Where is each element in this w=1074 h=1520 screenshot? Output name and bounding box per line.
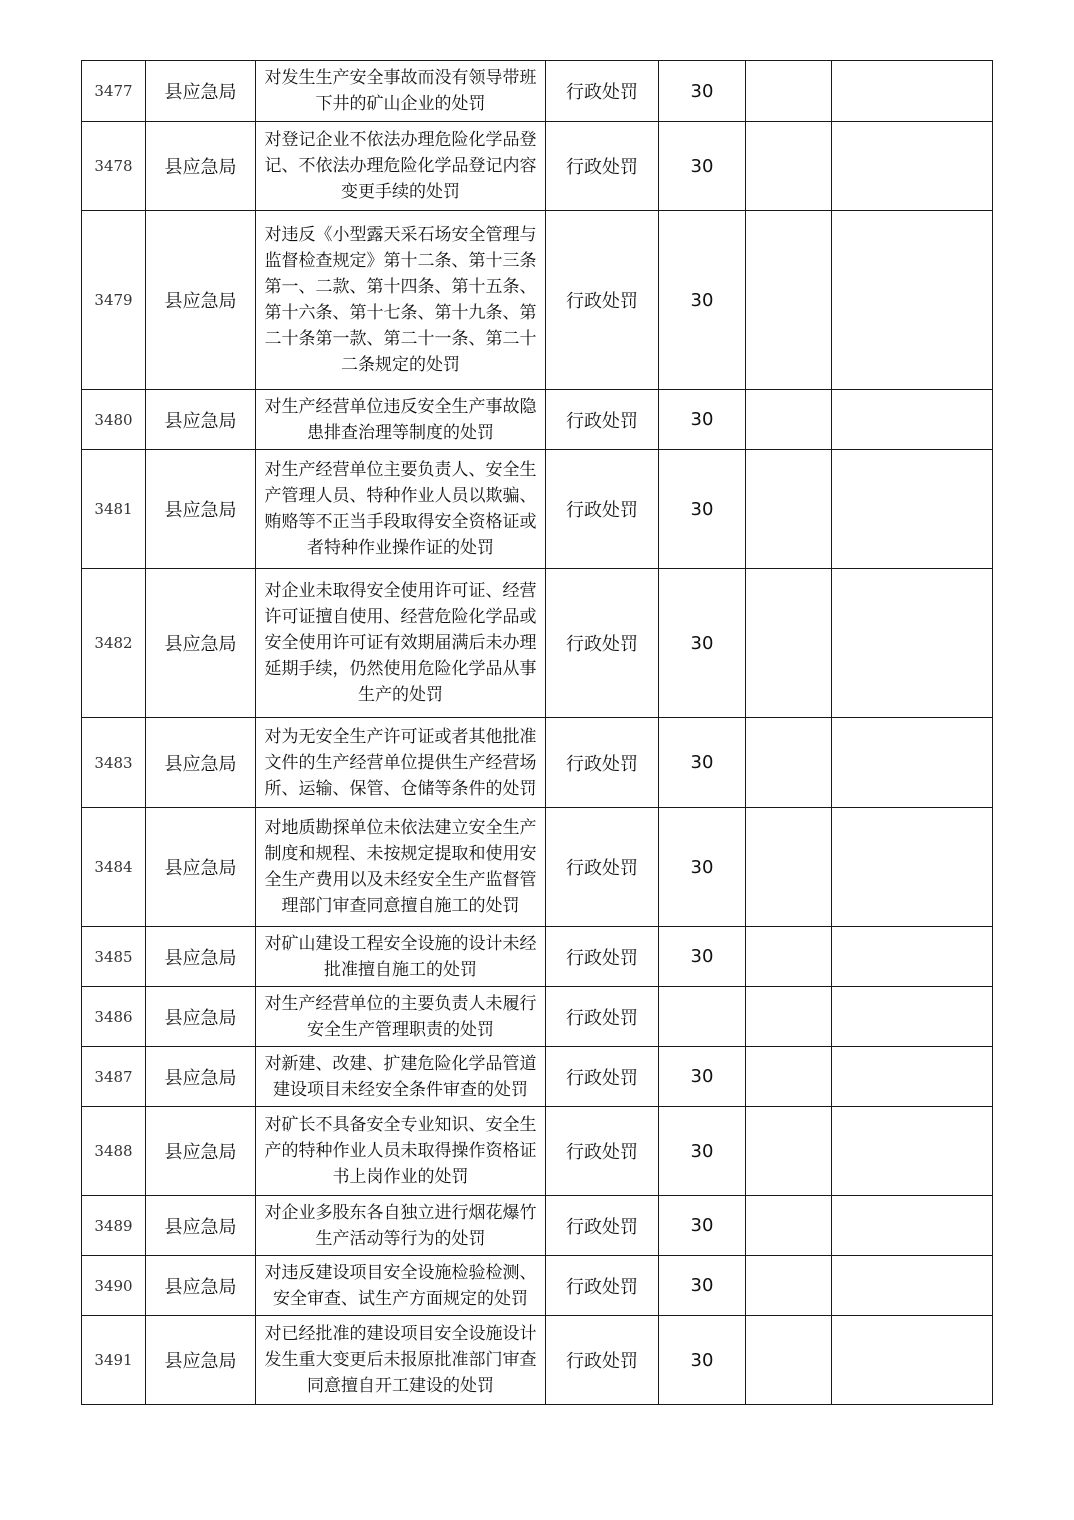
table-row: [82, 927, 993, 987]
time-limit: 30: [659, 927, 746, 987]
department: 县应急局: [146, 1107, 256, 1196]
department: 县应急局: [146, 61, 256, 122]
blank-cell: [832, 61, 993, 122]
blank-cell: [832, 390, 993, 450]
time-limit: 30: [659, 122, 746, 211]
description-cell: [256, 927, 546, 987]
blank-cell: [746, 718, 832, 808]
department: 县应急局: [146, 122, 256, 211]
description-cell: [256, 808, 546, 927]
blank-cell: [746, 450, 832, 569]
action-type: 行政处罚: [546, 1316, 659, 1405]
item-description: 对矿长不具备安全专业知识、安全生产的特种作业人员未取得操作资格证书上岗作业的处罚: [264, 1115, 537, 1187]
table-row: [82, 987, 993, 1047]
blank-cell: [832, 987, 993, 1047]
blank-cell: [832, 1107, 993, 1196]
item-number: 3489: [82, 1196, 146, 1256]
blank-cell: [746, 211, 832, 390]
action-type: 行政处罚: [546, 718, 659, 808]
description-cell: [256, 569, 546, 718]
action-type: 行政处罚: [546, 927, 659, 987]
table-row: [82, 450, 993, 569]
blank-cell: [746, 61, 832, 122]
time-limit: 30: [659, 1196, 746, 1256]
action-type: 行政处罚: [546, 450, 659, 569]
time-limit: 30: [659, 61, 746, 122]
description-cell: [256, 211, 546, 390]
action-type: 行政处罚: [546, 1107, 659, 1196]
department: 县应急局: [146, 808, 256, 927]
blank-cell: [746, 1196, 832, 1256]
document-table: [81, 60, 993, 1405]
action-type: 行政处罚: [546, 808, 659, 927]
table-row: [82, 1196, 993, 1256]
blank-cell: [832, 569, 993, 718]
description-cell: [256, 390, 546, 450]
blank-cell: [832, 450, 993, 569]
item-number: 3487: [82, 1047, 146, 1107]
time-limit: 30: [659, 1256, 746, 1316]
description-cell: [256, 1196, 546, 1256]
department: 县应急局: [146, 718, 256, 808]
item-description: 对生产经营单位主要负责人、安全生产管理人员、特种作业人员以欺骗、贿赂等不正当手段取得安全资格证或者特种作业操作证的处罚: [264, 460, 537, 558]
blank-cell: [746, 1316, 832, 1405]
description-cell: [256, 122, 546, 211]
description-cell: [256, 450, 546, 569]
table-row: [82, 390, 993, 450]
table-row: [82, 1316, 993, 1405]
blank-cell: [832, 1256, 993, 1316]
item-number: 3486: [82, 987, 146, 1047]
department: 县应急局: [146, 211, 256, 390]
action-type: 行政处罚: [546, 211, 659, 390]
item-description: 对为无安全生产许可证或者其他批准文件的生产经营单位提供生产经营场所、运输、保管、仓储等条件的处罚: [264, 726, 537, 799]
table-row: [82, 61, 993, 122]
blank-cell: [746, 390, 832, 450]
table-row: [82, 808, 993, 927]
table-body: [82, 61, 993, 1405]
item-description: 对登记企业不依法办理危险化学品登记、不依法办理危险化学品登记内容变更手续的处罚: [264, 130, 537, 202]
item-description: 对违反建设项目安全设施检验检测、安全审查、试生产方面规定的处罚: [264, 1262, 537, 1309]
action-type: 行政处罚: [546, 122, 659, 211]
item-number: 3483: [82, 718, 146, 808]
table-row: [82, 1256, 993, 1316]
time-limit: [659, 987, 746, 1047]
blank-cell: [832, 927, 993, 987]
action-type: 行政处罚: [546, 1047, 659, 1107]
department: 县应急局: [146, 987, 256, 1047]
department: 县应急局: [146, 1047, 256, 1107]
item-description: 对违反《小型露天采石场安全管理与监督检查规定》第十二条、第十三条第一、二款、第十四条、第十五条、第十六条、第十七条、第十九条、第二十条第一款、第二十一条、第二十二条规定的处罚: [264, 225, 537, 375]
blank-cell: [746, 808, 832, 927]
item-description: 对已经批准的建设项目安全设施设计发生重大变更后未报原批准部门审查同意擅自开工建设的处罚: [264, 1324, 537, 1396]
time-limit: 30: [659, 1107, 746, 1196]
time-limit: 30: [659, 569, 746, 718]
table-row: [82, 1107, 993, 1196]
blank-cell: [746, 569, 832, 718]
blank-cell: [832, 808, 993, 927]
description-cell: [256, 1316, 546, 1405]
action-type: 行政处罚: [546, 390, 659, 450]
description-cell: [256, 987, 546, 1047]
action-type: 行政处罚: [546, 987, 659, 1047]
description-cell: [256, 61, 546, 122]
item-description: 对发生生产安全事故而没有领导带班下井的矿山企业的处罚: [264, 68, 537, 114]
description-cell: [256, 718, 546, 808]
department: 县应急局: [146, 927, 256, 987]
blank-cell: [832, 211, 993, 390]
description-cell: [256, 1256, 546, 1316]
action-type: 行政处罚: [546, 61, 659, 122]
blank-cell: [746, 987, 832, 1047]
item-number: 3478: [82, 122, 146, 211]
item-number: 3491: [82, 1316, 146, 1405]
item-description: 对地质勘探单位未依法建立安全生产制度和规程、未按规定提取和使用安全生产费用以及未经安全生产监督管理部门审查同意擅自施工的处罚: [264, 818, 537, 916]
department: 县应急局: [146, 450, 256, 569]
action-type: 行政处罚: [546, 569, 659, 718]
time-limit: 30: [659, 1316, 746, 1405]
blank-cell: [746, 927, 832, 987]
time-limit: 30: [659, 390, 746, 450]
department: 县应急局: [146, 1316, 256, 1405]
item-description: 对生产经营单位的主要负责人未履行安全生产管理职责的处罚: [264, 993, 537, 1040]
table-row: [82, 569, 993, 718]
blank-cell: [832, 1196, 993, 1256]
item-description: 对矿山建设工程安全设施的设计未经批准擅自施工的处罚: [264, 933, 537, 980]
table-row: [82, 1047, 993, 1107]
item-description: 对企业多股东各自独立进行烟花爆竹生产活动等行为的处罚: [264, 1202, 537, 1249]
item-number: 3480: [82, 390, 146, 450]
time-limit: 30: [659, 718, 746, 808]
item-number: 3488: [82, 1107, 146, 1196]
blank-cell: [746, 1107, 832, 1196]
time-limit: 30: [659, 450, 746, 569]
blank-cell: [832, 1047, 993, 1107]
time-limit: 30: [659, 808, 746, 927]
blank-cell: [746, 1047, 832, 1107]
item-description: 对企业未取得安全使用许可证、经营许可证擅自使用、经营危险化学品或安全使用许可证有效期届满后未办理延期手续，仍然使用危险化学品从事生产的处罚: [264, 581, 537, 705]
item-number: 3481: [82, 450, 146, 569]
table-row: [82, 211, 993, 390]
item-number: 3490: [82, 1256, 146, 1316]
description-cell: [256, 1107, 546, 1196]
blank-cell: [746, 1256, 832, 1316]
blank-cell: [832, 122, 993, 211]
time-limit: 30: [659, 211, 746, 390]
table-row: [82, 122, 993, 211]
item-number: 3485: [82, 927, 146, 987]
department: 县应急局: [146, 1196, 256, 1256]
action-type: 行政处罚: [546, 1196, 659, 1256]
item-number: 3482: [82, 569, 146, 718]
item-description: 对生产经营单位违反安全生产事故隐患排查治理等制度的处罚: [264, 396, 537, 443]
description-cell: [256, 1047, 546, 1107]
blank-cell: [832, 718, 993, 808]
department: 县应急局: [146, 1256, 256, 1316]
item-description: 对新建、改建、扩建危险化学品管道建设项目未经安全条件审查的处罚: [264, 1053, 537, 1100]
item-number: 3479: [82, 211, 146, 390]
blank-cell: [746, 122, 832, 211]
time-limit: 30: [659, 1047, 746, 1107]
blank-cell: [832, 1316, 993, 1405]
action-type: 行政处罚: [546, 1256, 659, 1316]
item-number: 3484: [82, 808, 146, 927]
department: 县应急局: [146, 569, 256, 718]
table-row: [82, 718, 993, 808]
item-number: 3477: [82, 61, 146, 122]
department: 县应急局: [146, 390, 256, 450]
